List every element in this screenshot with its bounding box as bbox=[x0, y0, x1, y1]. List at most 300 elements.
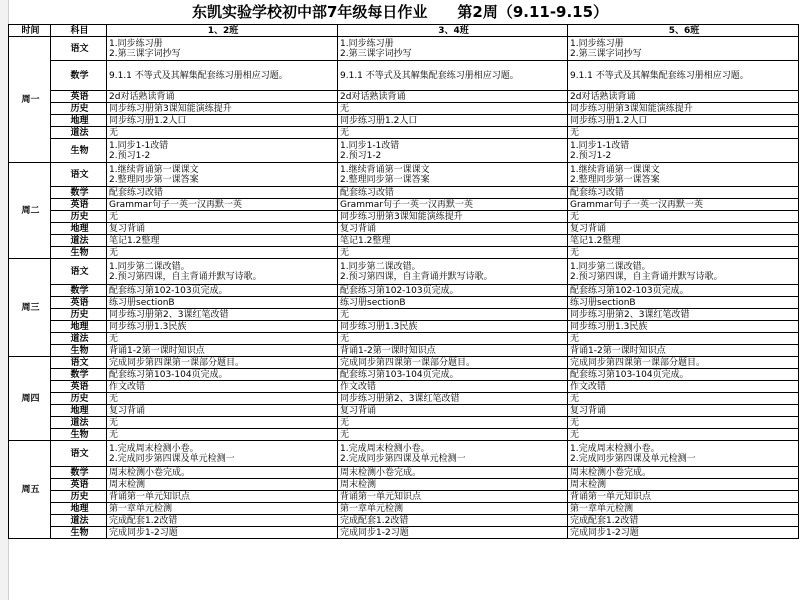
day-label: 周五 bbox=[9, 441, 51, 539]
homework-cell-c1 bbox=[107, 103, 338, 115]
homework-cell-c2 bbox=[338, 479, 568, 491]
table-row bbox=[9, 527, 799, 539]
table-row bbox=[9, 357, 799, 369]
subject-label: 历史 bbox=[51, 211, 107, 223]
homework-cell-c2 bbox=[338, 103, 568, 115]
homework-line: 1.同步练习册 bbox=[570, 38, 624, 49]
subject-label: 生物 bbox=[51, 429, 107, 441]
homework-cell-c1 bbox=[107, 127, 338, 139]
homework-cell-c3 bbox=[568, 369, 799, 381]
homework-line: 1.同步第二课改错。 bbox=[340, 261, 421, 272]
homework-line: 1.同步第二课改错。 bbox=[109, 261, 190, 272]
table-row bbox=[9, 429, 799, 441]
homework-line: 配套练习改错 bbox=[109, 187, 164, 198]
homework-line: 2.预习1-2 bbox=[109, 150, 151, 161]
homework-line: 无 bbox=[570, 211, 580, 222]
homework-line: 2.完成同步第四课及单元检测一 bbox=[109, 453, 235, 464]
table-row bbox=[9, 503, 799, 515]
homework-cell-c1 bbox=[107, 187, 338, 199]
homework-cell-c3 bbox=[568, 515, 799, 527]
homework-cell-c3 bbox=[568, 393, 799, 405]
homework-line: 背诵1-2第一课时知识点 bbox=[109, 345, 205, 356]
homework-line: 同步练习册1.2人口 bbox=[340, 115, 418, 126]
table-row bbox=[9, 211, 799, 223]
homework-line: 1.完成周末检测小卷。 bbox=[340, 443, 430, 454]
homework-cell-c1 bbox=[107, 467, 338, 479]
homework-line: 配套练习改错 bbox=[340, 187, 395, 198]
table-row bbox=[9, 103, 799, 115]
homework-cell-c2 bbox=[338, 187, 568, 199]
homework-cell-c3 bbox=[568, 187, 799, 199]
homework-cell-c2 bbox=[338, 369, 568, 381]
homework-cell-c1 bbox=[107, 139, 338, 163]
homework-cell-c1 bbox=[107, 479, 338, 491]
homework-line: 无 bbox=[340, 127, 350, 138]
table-row bbox=[9, 223, 799, 235]
homework-cell-c2 bbox=[338, 91, 568, 103]
homework-line: 2.完成同步第四课及单元检测一 bbox=[340, 453, 466, 464]
table-row bbox=[9, 467, 799, 479]
homework-line: 同步练习册第2、3课红笔改错 bbox=[340, 393, 460, 404]
homework-cell-c3 bbox=[568, 127, 799, 139]
homework-cell-c3 bbox=[568, 247, 799, 259]
homework-cell-c1 bbox=[107, 357, 338, 369]
homework-cell-c1 bbox=[107, 429, 338, 441]
table-row bbox=[9, 235, 799, 247]
table-row bbox=[9, 333, 799, 345]
page-title: 东凯实验学校初中部7年级每日作业 第2周（9.11-9.15） bbox=[191, 3, 609, 21]
homework-line: 9.1.1 不等式及其解集配套练习册相应习题。 bbox=[570, 70, 749, 81]
homework-cell-c3 bbox=[568, 211, 799, 223]
homework-cell-c2 bbox=[338, 381, 568, 393]
table-row bbox=[9, 515, 799, 527]
homework-line: 1.同步练习册 bbox=[340, 38, 394, 49]
homework-line: 同步练习册1.2人口 bbox=[570, 115, 648, 126]
table-row bbox=[9, 187, 799, 199]
table-row bbox=[9, 491, 799, 503]
homework-cell-c2 bbox=[338, 467, 568, 479]
homework-cell-c2 bbox=[338, 223, 568, 235]
day-label: 周一 bbox=[9, 37, 51, 163]
homework-line: 配套练习第103-104页完成。 bbox=[109, 369, 228, 380]
homework-cell-c2 bbox=[338, 211, 568, 223]
subject-label: 语文 bbox=[51, 37, 107, 61]
homework-cell-c3 bbox=[568, 139, 799, 163]
homework-line: 无 bbox=[340, 103, 350, 114]
homework-line: 复习背诵 bbox=[340, 223, 377, 234]
homework-line: 作文改错 bbox=[109, 381, 146, 392]
homework-cell-c3 bbox=[568, 309, 799, 321]
homework-cell-c2 bbox=[338, 527, 568, 539]
homework-line: 练习册sectionB bbox=[340, 297, 406, 308]
subject-label: 生物 bbox=[51, 139, 107, 163]
homework-cell-c2 bbox=[338, 321, 568, 333]
homework-cell-c1 bbox=[107, 285, 338, 297]
homework-cell-c3 bbox=[568, 61, 799, 91]
homework-line: 背诵1-2第一课时知识点 bbox=[570, 345, 666, 356]
subject-label: 历史 bbox=[51, 309, 107, 321]
homework-line: 9.1.1 不等式及其解集配套练习册相应习题。 bbox=[109, 70, 288, 81]
homework-line: Grammar句子一英一汉再默一英 bbox=[340, 199, 473, 210]
homework-line: 第一章单元检测 bbox=[340, 503, 404, 514]
homework-cell-c1 bbox=[107, 345, 338, 357]
homework-line: 无 bbox=[340, 309, 350, 320]
homework-line: 1.完成周末检测小卷。 bbox=[570, 443, 660, 454]
homework-line: 周末检测小卷完成。 bbox=[340, 467, 422, 478]
homework-line: 1.同步1-1改错 bbox=[340, 140, 400, 151]
homework-line: 作文改错 bbox=[570, 381, 607, 392]
subject-label: 道法 bbox=[51, 333, 107, 345]
homework-line: 1.完成周末检测小卷。 bbox=[109, 443, 199, 454]
homework-cell-c2 bbox=[338, 357, 568, 369]
homework-cell-c1 bbox=[107, 393, 338, 405]
homework-cell-c1 bbox=[107, 297, 338, 309]
homework-cell-c1 bbox=[107, 515, 338, 527]
day-label: 周二 bbox=[9, 163, 51, 259]
homework-cell-c1 bbox=[107, 235, 338, 247]
homework-cell-c1 bbox=[107, 91, 338, 103]
day-label: 周四 bbox=[9, 357, 51, 441]
homework-line: 同步练习册1.3民族 bbox=[570, 321, 648, 332]
homework-cell-c3 bbox=[568, 91, 799, 103]
homework-line: 练习册sectionB bbox=[109, 297, 175, 308]
homework-line: 周末检测小卷完成。 bbox=[109, 467, 191, 478]
table-row bbox=[9, 381, 799, 393]
subject-label: 数学 bbox=[51, 187, 107, 199]
table-row bbox=[9, 393, 799, 405]
homework-cell-c2 bbox=[338, 297, 568, 309]
homework-line: 配套练习第102-103页完成。 bbox=[340, 285, 459, 296]
subject-label: 数学 bbox=[51, 61, 107, 91]
homework-line: 同步练习册1.3民族 bbox=[109, 321, 187, 332]
homework-cell-c2 bbox=[338, 333, 568, 345]
homework-cell-c3 bbox=[568, 357, 799, 369]
homework-cell-c1 bbox=[107, 37, 338, 61]
homework-line: 作文改错 bbox=[340, 381, 377, 392]
homework-line: 无 bbox=[570, 417, 580, 428]
homework-line: 无 bbox=[109, 211, 119, 222]
homework-line: 2.预习第四课，自主背诵并默写诗歌。 bbox=[109, 271, 262, 282]
homework-cell-c2 bbox=[338, 37, 568, 61]
homework-line: 2d对话熟读背诵 bbox=[570, 91, 636, 102]
homework-line: 2.完成同步第四课及单元检测一 bbox=[570, 453, 696, 464]
homework-cell-c2 bbox=[338, 163, 568, 187]
homework-line: 2.第三课字词抄写 bbox=[570, 48, 642, 59]
homework-cell-c1 bbox=[107, 503, 338, 515]
homework-cell-c1 bbox=[107, 417, 338, 429]
day-label: 周三 bbox=[9, 259, 51, 357]
homework-cell-c3 bbox=[568, 345, 799, 357]
subject-label: 生物 bbox=[51, 345, 107, 357]
homework-table bbox=[8, 24, 799, 539]
homework-line: 无 bbox=[340, 247, 350, 258]
homework-line: Grammar句子一英一汉再默一英 bbox=[570, 199, 703, 210]
homework-line: 完成配套1.2改错 bbox=[570, 515, 639, 526]
homework-cell-c1 bbox=[107, 441, 338, 467]
subject-label: 地理 bbox=[51, 321, 107, 333]
table-row bbox=[9, 139, 799, 163]
homework-cell-c1 bbox=[107, 223, 338, 235]
homework-cell-c2 bbox=[338, 405, 568, 417]
homework-line: 周末检测 bbox=[109, 479, 146, 490]
homework-line: 同步练习册第2、3课红笔改错 bbox=[109, 309, 229, 320]
table-row bbox=[9, 199, 799, 211]
homework-cell-c1 bbox=[107, 405, 338, 417]
homework-line: 背诵第一单元知识点 bbox=[109, 491, 191, 502]
table-row bbox=[9, 61, 799, 91]
homework-cell-c3 bbox=[568, 259, 799, 285]
homework-cell-c2 bbox=[338, 441, 568, 467]
subject-label: 语文 bbox=[51, 259, 107, 285]
homework-cell-c2 bbox=[338, 309, 568, 321]
homework-line: 无 bbox=[109, 417, 119, 428]
homework-cell-c1 bbox=[107, 199, 338, 211]
subject-label: 语文 bbox=[51, 163, 107, 187]
table-row bbox=[9, 115, 799, 127]
homework-line: 完成同步第四课第一课部分题目。 bbox=[109, 357, 245, 368]
subject-label: 英语 bbox=[51, 297, 107, 309]
subject-label: 语文 bbox=[51, 357, 107, 369]
homework-line: 配套练习第103-104页完成。 bbox=[340, 369, 459, 380]
table-row bbox=[9, 285, 799, 297]
homework-cell-c1 bbox=[107, 527, 338, 539]
homework-line: 无 bbox=[109, 393, 119, 404]
homework-cell-c2 bbox=[338, 199, 568, 211]
header-time: 时间 bbox=[9, 25, 51, 37]
homework-cell-c3 bbox=[568, 163, 799, 187]
table-row bbox=[9, 309, 799, 321]
homework-cell-c1 bbox=[107, 211, 338, 223]
homework-line: 完成同步1-2习题 bbox=[570, 527, 639, 538]
table-row bbox=[9, 163, 799, 187]
homework-line: 9.1.1 不等式及其解集配套练习册相应习题。 bbox=[340, 70, 519, 81]
homework-line: 完成同步第四课第一课部分题目。 bbox=[570, 357, 706, 368]
homework-cell-c2 bbox=[338, 345, 568, 357]
homework-line: 无 bbox=[109, 127, 119, 138]
homework-line: 配套练习改错 bbox=[570, 187, 625, 198]
homework-line: 2.整理同步第一课答案 bbox=[570, 174, 660, 185]
table-row bbox=[9, 297, 799, 309]
subject-label: 英语 bbox=[51, 381, 107, 393]
homework-cell-c3 bbox=[568, 479, 799, 491]
homework-line: 复习背诵 bbox=[109, 223, 146, 234]
homework-line: 复习背诵 bbox=[570, 405, 607, 416]
homework-line: 同步练习册第3课知能演练提升 bbox=[570, 103, 693, 114]
subject-label: 历史 bbox=[51, 393, 107, 405]
homework-line: 2.整理同步第一课答案 bbox=[340, 174, 430, 185]
homework-line: 1.继续背诵第一课课文 bbox=[109, 164, 199, 175]
homework-line: 完成同步第四课第一课部分题目。 bbox=[340, 357, 476, 368]
table-row bbox=[9, 417, 799, 429]
homework-cell-c3 bbox=[568, 527, 799, 539]
homework-line: 无 bbox=[109, 247, 119, 258]
homework-cell-c1 bbox=[107, 369, 338, 381]
subject-label: 数学 bbox=[51, 285, 107, 297]
homework-cell-c3 bbox=[568, 103, 799, 115]
homework-cell-c3 bbox=[568, 441, 799, 467]
homework-cell-c2 bbox=[338, 285, 568, 297]
homework-cell-c2 bbox=[338, 139, 568, 163]
table-row bbox=[9, 127, 799, 139]
homework-line: 同步练习册第2、3课红笔改错 bbox=[570, 309, 690, 320]
homework-cell-c2 bbox=[338, 115, 568, 127]
homework-cell-c1 bbox=[107, 381, 338, 393]
homework-cell-c3 bbox=[568, 321, 799, 333]
homework-cell-c3 bbox=[568, 503, 799, 515]
subject-label: 地理 bbox=[51, 405, 107, 417]
subject-label: 地理 bbox=[51, 223, 107, 235]
homework-line: 无 bbox=[340, 429, 350, 440]
homework-cell-c1 bbox=[107, 491, 338, 503]
subject-label: 历史 bbox=[51, 491, 107, 503]
homework-cell-c2 bbox=[338, 417, 568, 429]
subject-label: 数学 bbox=[51, 467, 107, 479]
homework-line: 无 bbox=[340, 333, 350, 344]
header-row bbox=[9, 25, 799, 37]
homework-line: 1.同步练习册 bbox=[109, 38, 163, 49]
subject-label: 地理 bbox=[51, 503, 107, 515]
homework-line: 无 bbox=[570, 393, 580, 404]
table-row bbox=[9, 321, 799, 333]
homework-cell-c3 bbox=[568, 235, 799, 247]
homework-cell-c1 bbox=[107, 247, 338, 259]
homework-line: 同步练习册1.2人口 bbox=[109, 115, 187, 126]
homework-cell-c2 bbox=[338, 393, 568, 405]
table-row bbox=[9, 405, 799, 417]
homework-line: 2.预习第四课，自主背诵并默写诗歌。 bbox=[340, 271, 493, 282]
homework-cell-c3 bbox=[568, 37, 799, 61]
homework-line: Grammar句子一英一汉再默一英 bbox=[109, 199, 242, 210]
homework-line: 2.预习1-2 bbox=[570, 150, 612, 161]
homework-cell-c2 bbox=[338, 491, 568, 503]
homework-line: 复习背诵 bbox=[570, 223, 607, 234]
homework-cell-c1 bbox=[107, 259, 338, 285]
homework-line: 笔记1.2整理 bbox=[570, 235, 621, 246]
subject-label: 生物 bbox=[51, 527, 107, 539]
homework-line: 1.继续背诵第一课课文 bbox=[570, 164, 660, 175]
subject-label: 道法 bbox=[51, 515, 107, 527]
subject-label: 语文 bbox=[51, 441, 107, 467]
homework-line: 第一章单元检测 bbox=[570, 503, 634, 514]
homework-line: 完成同步1-2习题 bbox=[340, 527, 409, 538]
homework-line: 2.预习1-2 bbox=[340, 150, 382, 161]
homework-cell-c3 bbox=[568, 381, 799, 393]
subject-label: 历史 bbox=[51, 103, 107, 115]
homework-line: 周末检测 bbox=[570, 479, 607, 490]
homework-line: 无 bbox=[109, 429, 119, 440]
table-row bbox=[9, 247, 799, 259]
homework-line: 1.同步1-1改错 bbox=[109, 140, 169, 151]
homework-line: 同步练习册第3课知能演练提升 bbox=[109, 103, 232, 114]
homework-line: 1.同步第二课改错。 bbox=[570, 261, 651, 272]
homework-line: 完成同步1-2习题 bbox=[109, 527, 178, 538]
subject-label: 数学 bbox=[51, 369, 107, 381]
homework-cell-c2 bbox=[338, 429, 568, 441]
homework-line: 完成配套1.2改错 bbox=[109, 515, 178, 526]
subject-label: 英语 bbox=[51, 199, 107, 211]
table-row bbox=[9, 479, 799, 491]
homework-cell-c3 bbox=[568, 429, 799, 441]
header-class-3-4: 3、4班 bbox=[338, 25, 568, 37]
homework-line: 无 bbox=[570, 127, 580, 138]
homework-line: 2.整理同步第一课答案 bbox=[109, 174, 199, 185]
homework-line: 无 bbox=[570, 333, 580, 344]
homework-line: 无 bbox=[340, 417, 350, 428]
table-row bbox=[9, 369, 799, 381]
homework-line: 复习背诵 bbox=[340, 405, 377, 416]
homework-line: 2.第三课字词抄写 bbox=[340, 48, 412, 59]
homework-line: 同步练习册1.3民族 bbox=[340, 321, 418, 332]
homework-line: 复习背诵 bbox=[109, 405, 146, 416]
homework-line: 2.预习第四课，自主背诵并默写诗歌。 bbox=[570, 271, 723, 282]
table-row bbox=[9, 37, 799, 61]
homework-cell-c3 bbox=[568, 491, 799, 503]
homework-line: 2d对话熟读背诵 bbox=[109, 91, 175, 102]
subject-label: 道法 bbox=[51, 235, 107, 247]
homework-line: 笔记1.2整理 bbox=[109, 235, 160, 246]
homework-cell-c1 bbox=[107, 309, 338, 321]
homework-line: 练习册sectionB bbox=[570, 297, 636, 308]
homework-cell-c3 bbox=[568, 297, 799, 309]
homework-line: 周末检测 bbox=[340, 479, 377, 490]
homework-cell-c1 bbox=[107, 163, 338, 187]
homework-cell-c1 bbox=[107, 333, 338, 345]
subject-label: 生物 bbox=[51, 247, 107, 259]
homework-line: 笔记1.2整理 bbox=[340, 235, 391, 246]
homework-line: 1.继续背诵第一课课文 bbox=[340, 164, 430, 175]
homework-cell-c2 bbox=[338, 259, 568, 285]
homework-line: 配套练习第103-104页完成。 bbox=[570, 369, 689, 380]
subject-label: 道法 bbox=[51, 417, 107, 429]
homework-cell-c1 bbox=[107, 321, 338, 333]
homework-line: 无 bbox=[109, 333, 119, 344]
homework-line: 无 bbox=[570, 429, 580, 440]
homework-line: 2.第三课字词抄写 bbox=[109, 48, 181, 59]
subject-label: 地理 bbox=[51, 115, 107, 127]
homework-cell-c2 bbox=[338, 235, 568, 247]
table-row bbox=[9, 259, 799, 285]
homework-cell-c1 bbox=[107, 115, 338, 127]
homework-line: 配套练习第102-103页完成。 bbox=[570, 285, 689, 296]
homework-cell-c2 bbox=[338, 503, 568, 515]
homework-cell-c3 bbox=[568, 285, 799, 297]
homework-cell-c2 bbox=[338, 61, 568, 91]
homework-cell-c3 bbox=[568, 405, 799, 417]
homework-line: 背诵第一单元知识点 bbox=[340, 491, 422, 502]
homework-line: 配套练习第102-103页完成。 bbox=[109, 285, 228, 296]
homework-line: 第一章单元检测 bbox=[109, 503, 173, 514]
subject-label: 道法 bbox=[51, 127, 107, 139]
homework-line: 无 bbox=[570, 247, 580, 258]
header-class-5-6: 5、6班 bbox=[568, 25, 799, 37]
table-row bbox=[9, 91, 799, 103]
table-row bbox=[9, 345, 799, 357]
homework-line: 周末检测小卷完成。 bbox=[570, 467, 652, 478]
homework-cell-c2 bbox=[338, 247, 568, 259]
homework-cell-c3 bbox=[568, 115, 799, 127]
header-class-1-2: 1、2班 bbox=[107, 25, 338, 37]
subject-label: 英语 bbox=[51, 91, 107, 103]
subject-label: 英语 bbox=[51, 479, 107, 491]
homework-cell-c3 bbox=[568, 467, 799, 479]
homework-line: 背诵第一单元知识点 bbox=[570, 491, 652, 502]
homework-cell-c3 bbox=[568, 333, 799, 345]
table-row bbox=[9, 441, 799, 467]
homework-cell-c2 bbox=[338, 127, 568, 139]
homework-line: 背诵1-2第一课时知识点 bbox=[340, 345, 436, 356]
homework-line: 2d对话熟读背诵 bbox=[340, 91, 406, 102]
homework-cell-c1 bbox=[107, 61, 338, 91]
